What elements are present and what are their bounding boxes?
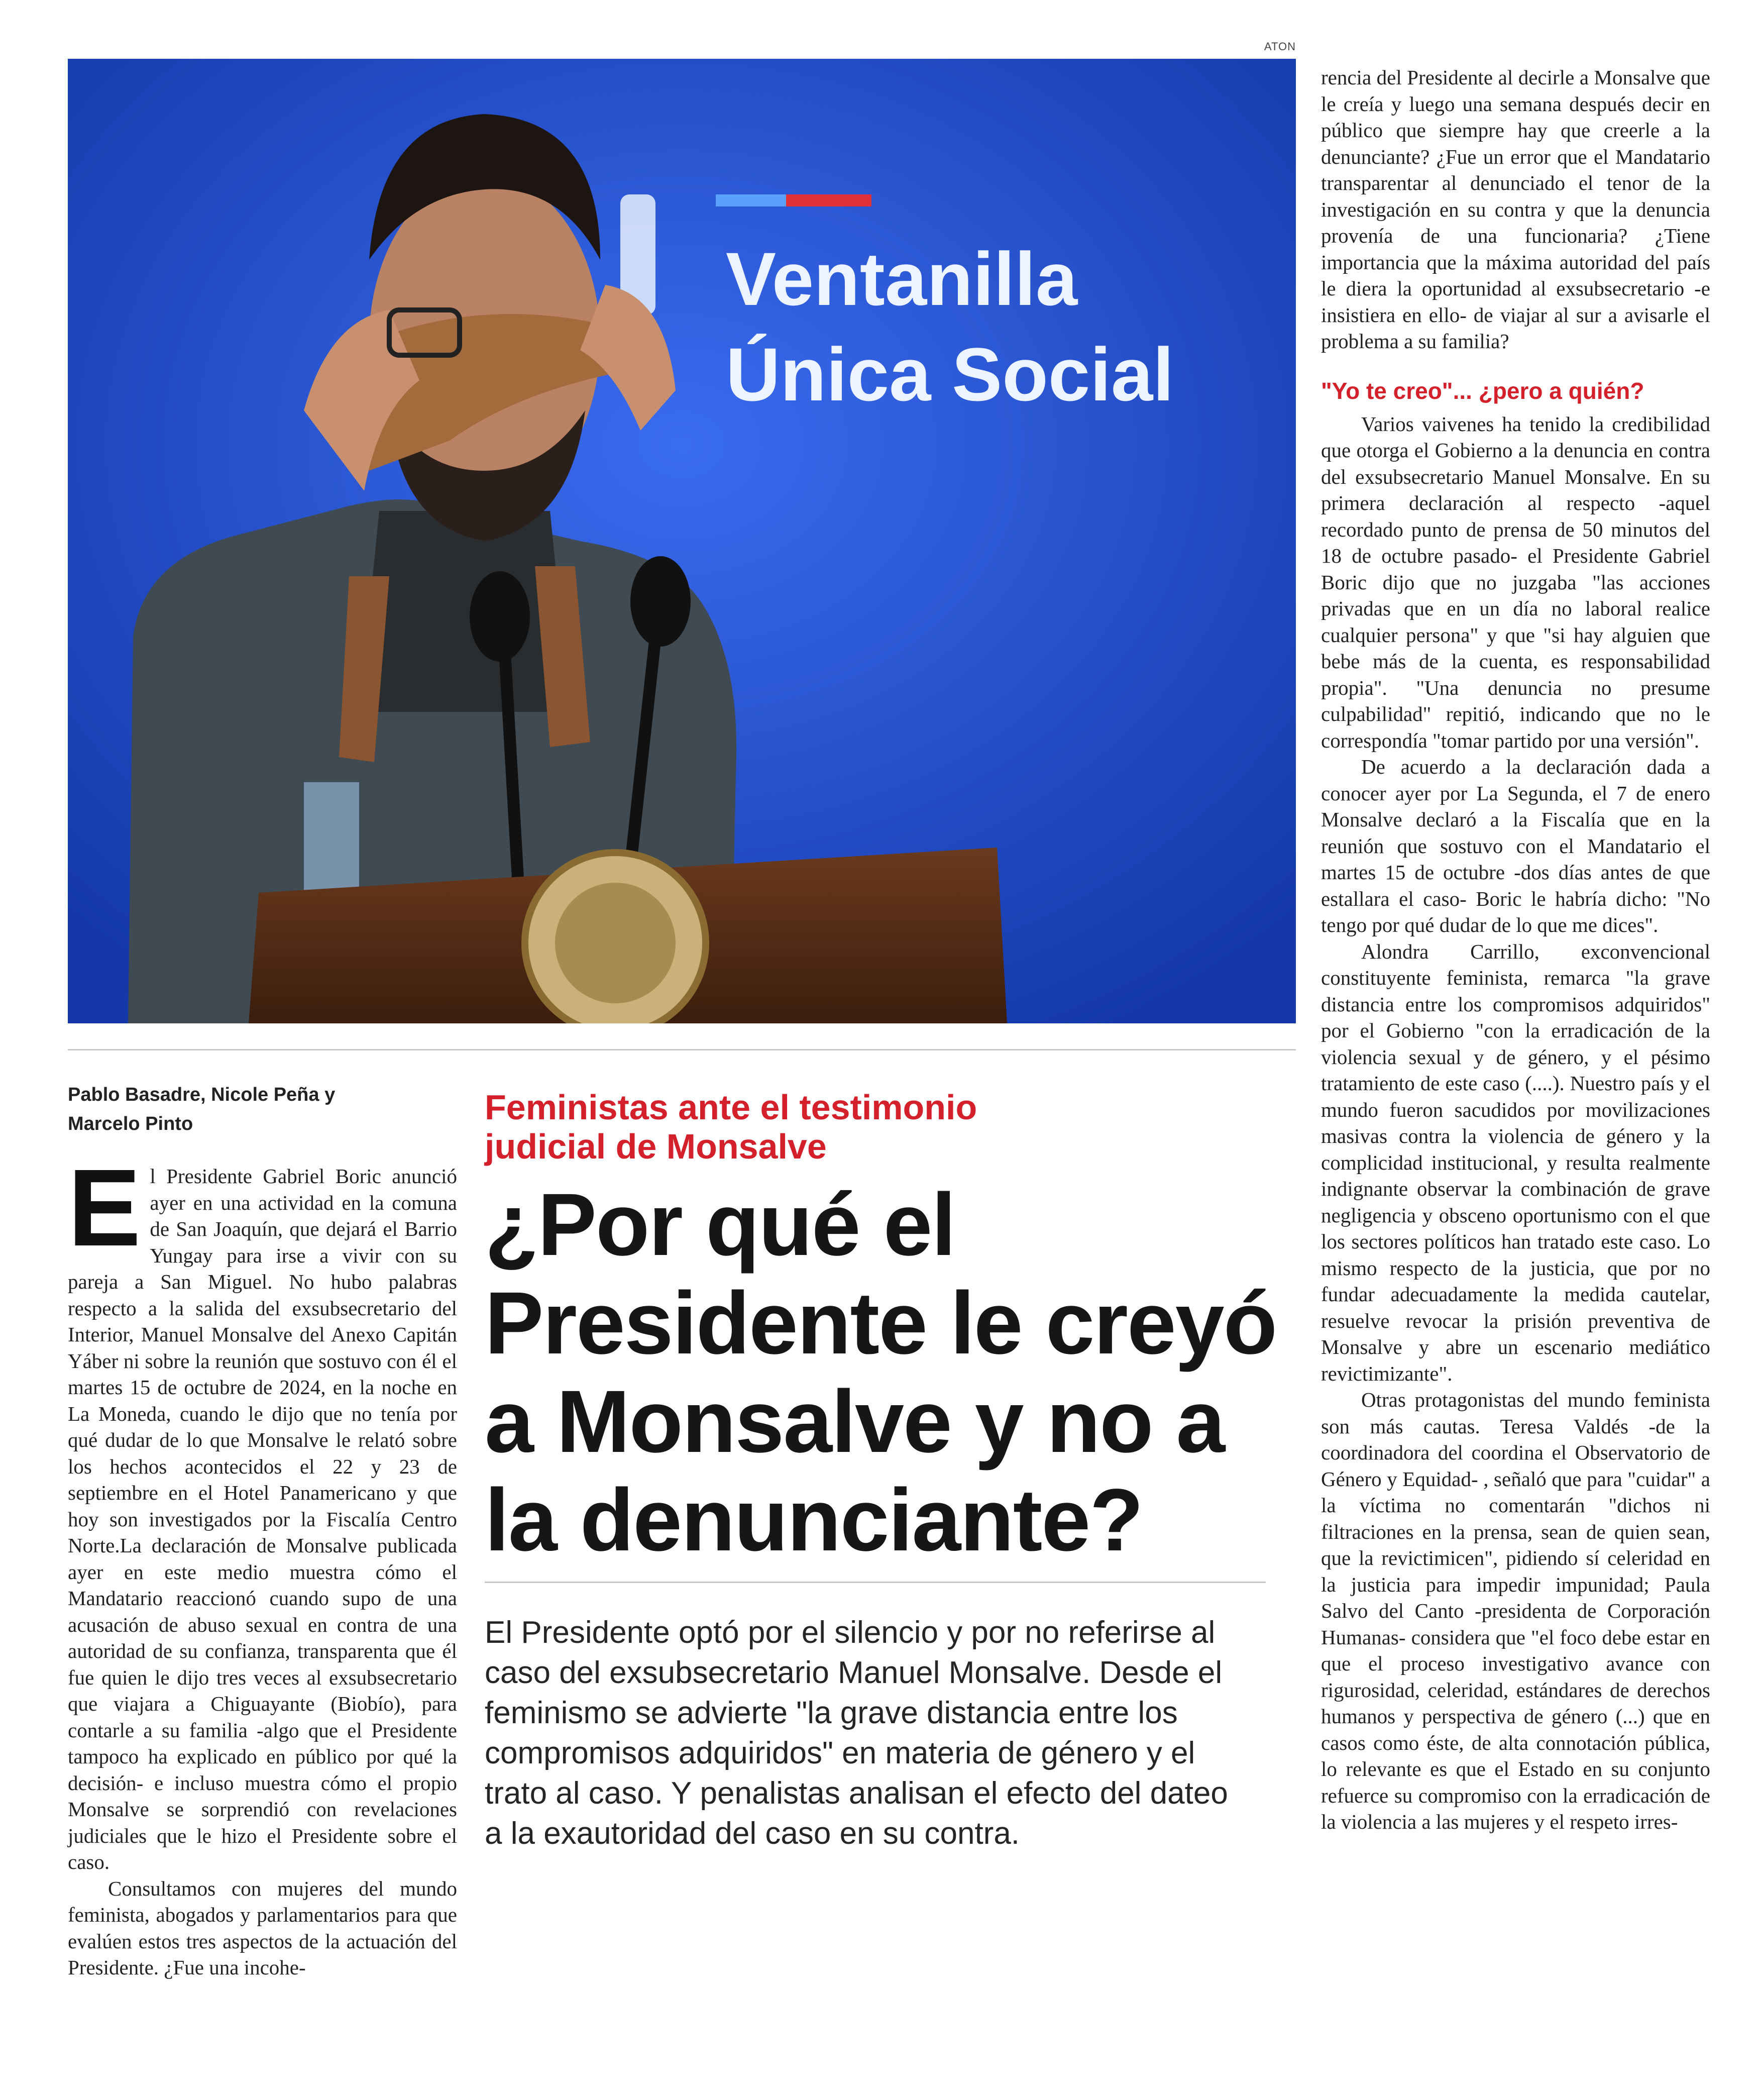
headline-line-2: Presidente le creyó <box>485 1274 1277 1373</box>
byline <box>68 1080 369 1138</box>
body-left-paragraph-1: l Presidente Gabriel Boric anunció ayer en una actividad en la comuna de San Joaquín, que dejará el Barrio Yungay para irse a vivir con su pareja a San Miguel. No hubo palabras respecto a la salida del exsubsecretario del Interior, Manuel Monsalve del Anexo Capitán Yáber ni sobre la reunión que sostuvo con él el martes 15 de octubre de 2024, en la noche en La Moneda, cuando le dijo que no tenía por qué dudar de lo que Monsalve le relató sobre los hechos acontecidos el 22 y 23 de septiembre en el Hotel Panamericano y que hoy son investigados por la Fiscalía Centro Norte.La declaración de Monsalve publicada ayer en este medio muestra cómo el Mandatario reaccionó cuando supo de una acusación de abuso sexual en contra de una autoridad de su confianza, transparenta que él fue quien le dijo tres veces al exsubsecretario que viajara a Chiguayante (Biobío), para contarle a su familia -algo que el Presidente tampoco ha explicado en público por qué la decisión- e incluso muestra cómo el propio Monsalve se sorprendió con revelaciones judiciales que le hizo el Presidente sobre el caso. <box>68 1165 457 1873</box>
drop-cap: E <box>68 1147 141 1269</box>
vest <box>359 511 570 712</box>
byline-line-1: Pablo Basadre, Nicole Peña y <box>68 1084 336 1105</box>
sign-line-2: Única Social <box>726 332 1174 416</box>
kicker <box>485 1088 1138 1166</box>
body-column-right <box>1321 64 1710 1835</box>
kicker-line-1: Feministas ante el testimonio <box>485 1088 977 1127</box>
article-photo <box>68 59 1296 1023</box>
body-right-paragraph-1: rencia del Presidente al decirle a Monsalve que le creía y luego una semana después decir en público que siempre hay que creerle a la denunciante? ¿Fue un error que el Mandatario transparentar al denunciado el tenor de la investigación en su contra y que la denuncia provenía de una funcionaria? ¿Tiene importancia que la máxima autoridad del país le diera la oportunidad al exsubsecretario -e insistiera en ello- de viajar al sur a avisarle el problema a su familia? <box>1321 66 1710 353</box>
body-right-paragraph-5: Otras protagonistas del mundo feminista son más cautas. Teresa Valdés -de la coordinadora del coordina el Observatorio de Género y Equidad- , señaló que para "cuidar" a la víctima no comentarán "dichos ni filtraciones en la prensa, sean de quien sean, que la revictimicen", pidiendo sí celeridad en la justicia para impedir impunidad; Paula Salvo del Canto -presidenta de Corporación Humanas- considera que "el foco debe estar en que el proceso investigativo avance con rigurosidad, celeridad, estándares de derechos humanos y perspectiva de género (...) que en casos como éste, de alta connotación pública, lo relevante es que el Estado en su conjunto refuerce su compromiso con la erradicación de la violencia a las mujeres y el respeto irres- <box>1321 1388 1710 1833</box>
headline-line-1: ¿Por qué el <box>485 1176 955 1274</box>
byline-line-2: Marcelo Pinto <box>68 1113 193 1134</box>
kicker-line-2: judicial de Monsalve <box>485 1127 827 1166</box>
body-right-paragraph-2: Varios vaivenes ha tenido la credibilidad que otorga el Gobierno a la denuncia en contra del exsubsecretario Manuel Monsalve. En su primera declaración al respecto -aquel recordado punto de prensa de 50 minutos del 18 de octubre pasado- el Presidente Gabriel Boric dijo que no juzgaba "las acciones privadas que en un día no laboral realice cualquier persona" y que "si hay alguien que bebe más de la cuenta, es responsabilidad propia". "Una denuncia no presume culpabilidad" repitió, indicando que no le correspondía "tomar partido por una versión". <box>1321 412 1710 752</box>
divider-top <box>68 1049 1296 1051</box>
body-left-paragraph-2: Consultamos con mujeres del mundo feminista, abogados y parlamentarios para que evalúen estos tres aspectos de la actuación del Presidente. ¿Fue una incohe- <box>68 1876 457 1979</box>
microphone-left <box>470 571 530 662</box>
sign-stripe-red <box>786 194 871 206</box>
sign-line-1: Ventanilla <box>726 237 1078 321</box>
headline <box>485 1176 1278 1569</box>
divider-deck <box>485 1582 1266 1583</box>
headline-line-3: a Monsalve y no a <box>485 1373 1225 1471</box>
photo-credit: ATON <box>1264 40 1296 53</box>
headline-line-4: la denunciante? <box>485 1471 1143 1569</box>
sign-stripe-blue <box>716 194 786 206</box>
section-subhead: "Yo te creo"... ¿pero a quién? <box>1321 377 1644 404</box>
deck: El Presidente optó por el silencio y por no referirse al caso del exsubsecretario Manuel Monsalve. Desde el feminismo se advierte "la grave distancia entre los compromisos adquiridos" en materia de género y el trato al caso. Y penalistas analisan el efecto del dateo a la exautoridad del caso en su contra. <box>485 1615 1228 1851</box>
body-column-left <box>68 1147 457 1981</box>
body-right-paragraph-4: Alondra Carrillo, exconvencional constituyente feminista, remarca "la grave distancia entre los compromisos adquiridos" por el Gobierno "con la erradicación de la violencia sexual y de género, y el pésimo tratamiento de este caso (....). Nuestro país y el mundo fueron sacudidos por movilizaciones masivas contra la violencia de género y la complicidad institucional, y resulta realmente indignante observar la combinación de grave negligencia y obsceno oportunismo con el que los sectores políticos han tratado este caso. Lo mismo respecto de la justicia, que por no fundar adecuadamente la medida cautelar, resuelve revocar la prisión preventiva de Monsalve y abre un escenario mediático revictimizante". <box>1321 939 1710 1385</box>
microphone-right <box>630 556 691 647</box>
body-right-paragraph-3: De acuerdo a la declaración dada a conocer ayer por La Segunda, el 7 de enero Monsalve declaró a la Fiscalía que en la reunión que sostuvo con el Mandatario el martes 15 de octubre -dos días antes de que estallara el caso- Boric le habría dicho: "No tengo por qué dudar de lo que me dices". <box>1321 755 1710 936</box>
